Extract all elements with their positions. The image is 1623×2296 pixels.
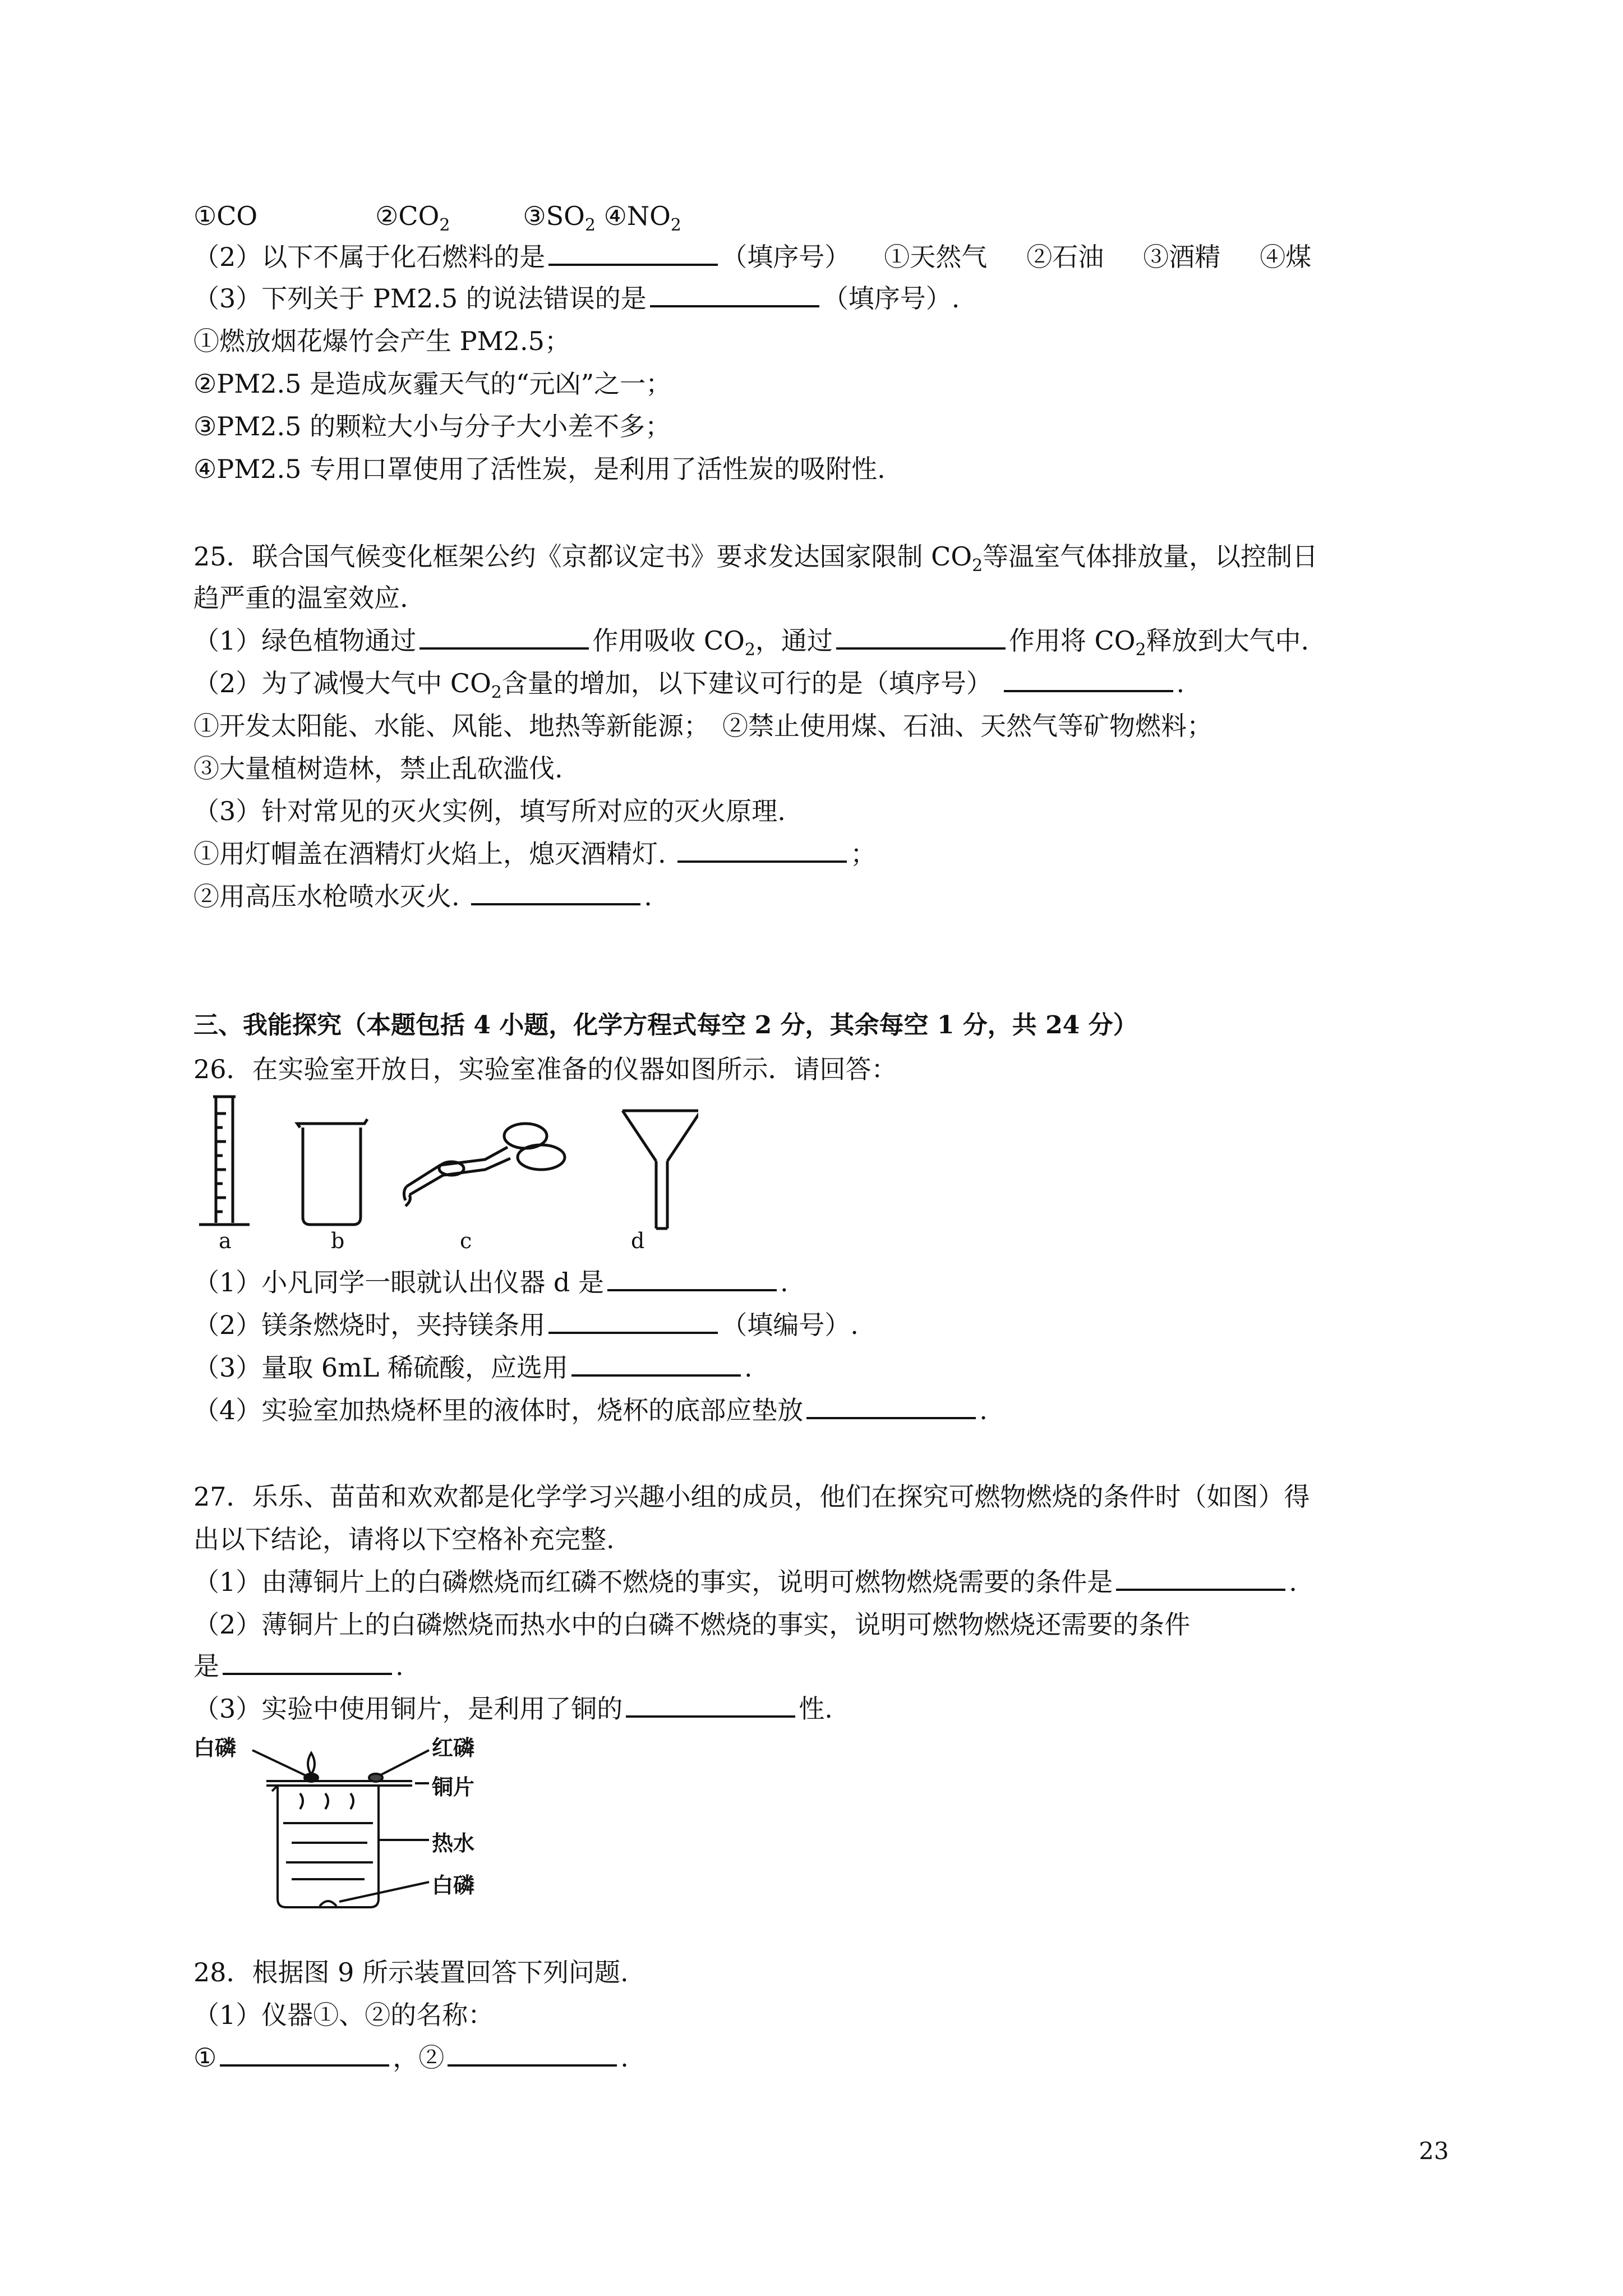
- question-text: 作用将 CO: [1008, 625, 1136, 656]
- question-text: .: [744, 1352, 753, 1383]
- question-text: （2）镁条燃烧时，夹持镁条用: [193, 1310, 546, 1340]
- question-text: .: [780, 1267, 789, 1297]
- instrument-label-d: d: [631, 1228, 645, 1253]
- q26-part-3: [193, 1351, 753, 1384]
- q24-statement-4: ④PM2.5 专用口罩使用了活性炭，是利用了活性炭的吸附性.: [193, 454, 886, 484]
- option-3: ③SO: [523, 201, 585, 231]
- q24-statement-2: ②PM2.5 是造成灰霾天气的“元凶”之一；: [193, 369, 672, 399]
- q24-options-line: [193, 199, 681, 236]
- subscript: 2: [744, 640, 755, 660]
- subscript: 2: [439, 215, 450, 236]
- subscript: 2: [584, 215, 596, 236]
- answer-blank[interactable]: [1116, 1567, 1285, 1591]
- q24-statement-3: ③PM2.5 的颗粒大小与分子大小差不多；: [193, 411, 671, 441]
- label-white-phosphorus-top: 白磷: [193, 1735, 237, 1760]
- q27-part-1: [193, 1565, 1297, 1599]
- question-text: 释放到大气中.: [1146, 625, 1310, 656]
- question-text: .: [1176, 668, 1185, 698]
- q25-fire-1: [193, 837, 876, 871]
- q27-part-2a: （2）薄铜片上的白磷燃烧而热水中的白磷不燃烧的事实，说明可燃物燃烧还需要的条件: [193, 1609, 1191, 1640]
- answer-blank[interactable]: [836, 626, 1006, 650]
- beaker-icon: [297, 1119, 367, 1225]
- q24-part-3: [193, 282, 960, 315]
- q26-part-2: [193, 1308, 859, 1342]
- q26-part-4: [193, 1393, 988, 1427]
- q24-statement-1: ①燃放烟花爆竹会产生 PM2.5；: [193, 326, 570, 356]
- q28-intro: 28．根据图 9 所示装置回答下列问题.: [193, 1957, 629, 1987]
- question-text: （3）量取 6mL 稀硫酸，应选用: [193, 1352, 568, 1383]
- instrument-label-b: b: [331, 1228, 345, 1253]
- option-4: ④煤: [1260, 242, 1312, 272]
- q25-fire-2: [193, 880, 652, 913]
- answer-blank[interactable]: [419, 626, 589, 650]
- question-text: （填编号）.: [721, 1310, 859, 1340]
- question-text: （填序号）: [721, 242, 851, 272]
- question-text: （2）为了减慢大气中 CO: [193, 668, 491, 698]
- question-text: ①用灯帽盖在酒精灯火焰上，熄灭酒精灯.: [193, 839, 666, 869]
- option-1: ①CO: [193, 201, 258, 231]
- answer-blank[interactable]: [448, 2043, 617, 2067]
- q25-part-1: [193, 624, 1310, 660]
- subscript: 2: [1135, 640, 1146, 660]
- q27-part-3: [193, 1692, 833, 1726]
- option-2: ②CO: [375, 201, 440, 231]
- question-text: ①: [193, 2042, 217, 2073]
- subscript: 2: [491, 683, 502, 703]
- label-copper-plate: 铜片: [432, 1774, 475, 1800]
- question-text: （1）绿色植物通过: [193, 625, 417, 656]
- instrument-label-a: a: [219, 1228, 232, 1253]
- option-1: ①天然气: [884, 242, 988, 272]
- question-text: 性.: [799, 1694, 833, 1724]
- q25-intro: [193, 540, 1318, 576]
- answer-blank[interactable]: [607, 1268, 777, 1291]
- answer-blank[interactable]: [223, 1651, 392, 1675]
- question-text: ②用高压水枪喷水灭火.: [193, 881, 460, 912]
- answer-blank[interactable]: [1004, 669, 1173, 692]
- question-text: 25．联合国气候变化框架公约《京都议定书》要求发达国家限制 CO: [193, 541, 972, 572]
- question-text: （3）实验中使用铜片，是利用了铜的: [193, 1694, 623, 1724]
- question-text: （1）由薄铜片上的白磷燃烧而红磷不燃烧的事实，说明可燃物燃烧需要的条件是: [193, 1567, 1113, 1597]
- question-text: .: [1289, 1567, 1297, 1597]
- question-text: .: [620, 2042, 629, 2073]
- instrument-label-c: c: [460, 1228, 472, 1253]
- q25-statement-2: ③大量植树造林，禁止乱砍滥伐.: [193, 753, 563, 784]
- q25-statement-1: ①开发太阳能、水能、风能、地热等新能源； ②禁止使用煤、石油、天然气等矿物燃料；: [193, 711, 1212, 741]
- label-red-phosphorus: 红磷: [432, 1735, 475, 1760]
- page-number: 23: [1419, 2137, 1449, 2165]
- q24-part-2: [193, 240, 1311, 274]
- question-text: ，②: [393, 2042, 445, 2073]
- answer-blank[interactable]: [471, 882, 640, 905]
- crucible-tongs-icon: [404, 1124, 565, 1206]
- q27-part-2b: [193, 1649, 404, 1683]
- option-3: ③酒精: [1143, 242, 1221, 272]
- question-text: ，通过: [755, 625, 833, 656]
- question-text: .: [395, 1651, 404, 1681]
- q26-intro: 26．在实验室开放日，实验室准备的仪器如图所示．请回答：: [193, 1054, 897, 1084]
- q25-intro-2: 趋严重的温室效应.: [193, 583, 408, 613]
- question-text: （填序号）.: [822, 283, 960, 314]
- option-4: ④NO: [603, 201, 671, 231]
- q25-part-3: （3）针对常见的灭火实例，填写所对应的灭火原理.: [193, 796, 786, 826]
- subscript: 2: [670, 215, 681, 236]
- subscript: 2: [972, 556, 983, 576]
- q26-part-1: [193, 1266, 789, 1299]
- question-text: ；: [850, 839, 877, 869]
- label-white-phosphorus-bottom: 白磷: [432, 1872, 475, 1898]
- q28-part-1: （1）仪器①、②的名称：: [193, 2000, 494, 2030]
- question-text: （4）实验室加热烧杯里的液体时，烧杯的底部应垫放: [193, 1395, 804, 1425]
- q25-part-2: [193, 666, 1185, 703]
- question-text: 是: [193, 1651, 219, 1681]
- q27-intro-2: 出以下结论，请将以下空格补充完整.: [193, 1524, 615, 1554]
- question-text: （2）以下不属于化石燃料的是: [193, 242, 546, 272]
- question-text: 含量的增加，以下建议可行的是（填序号）: [501, 668, 992, 698]
- question-text: 作用吸收 CO: [592, 625, 745, 656]
- answer-blank[interactable]: [677, 839, 847, 863]
- answer-blank[interactable]: [548, 242, 718, 266]
- question-text: 等温室气体排放量，以控制日: [983, 541, 1318, 572]
- funnel-icon: [623, 1111, 698, 1228]
- answer-blank[interactable]: [650, 284, 819, 307]
- answer-blank[interactable]: [806, 1396, 976, 1419]
- q28-blanks: [193, 2041, 629, 2074]
- option-2: ②石油: [1026, 242, 1104, 272]
- label-hot-water: 热水: [432, 1830, 475, 1856]
- answer-blank[interactable]: [571, 1353, 741, 1377]
- lab-instruments-figure: [193, 1091, 698, 1254]
- answer-blank[interactable]: [626, 1694, 795, 1718]
- question-text: （3）下列关于 PM2.5 的说法错误的是: [193, 283, 647, 314]
- section-3-title: 三、我能探究（本题包括 4 小题，化学方程式每空 2 分，其余每空 1 分，共 24 分）: [193, 1011, 1138, 1039]
- answer-blank[interactable]: [548, 1310, 718, 1334]
- graduated-cylinder-icon: [199, 1097, 250, 1225]
- question-text: .: [979, 1395, 988, 1425]
- question-text: （1）小凡同学一眼就认出仪器 d 是: [193, 1267, 604, 1297]
- answer-blank[interactable]: [220, 2043, 389, 2067]
- q27-intro-1: 27．乐乐、苗苗和欢欢都是化学学习兴趣小组的成员，他们在探究可燃物燃烧的条件时（如图）得: [193, 1481, 1310, 1512]
- question-text: .: [644, 881, 652, 912]
